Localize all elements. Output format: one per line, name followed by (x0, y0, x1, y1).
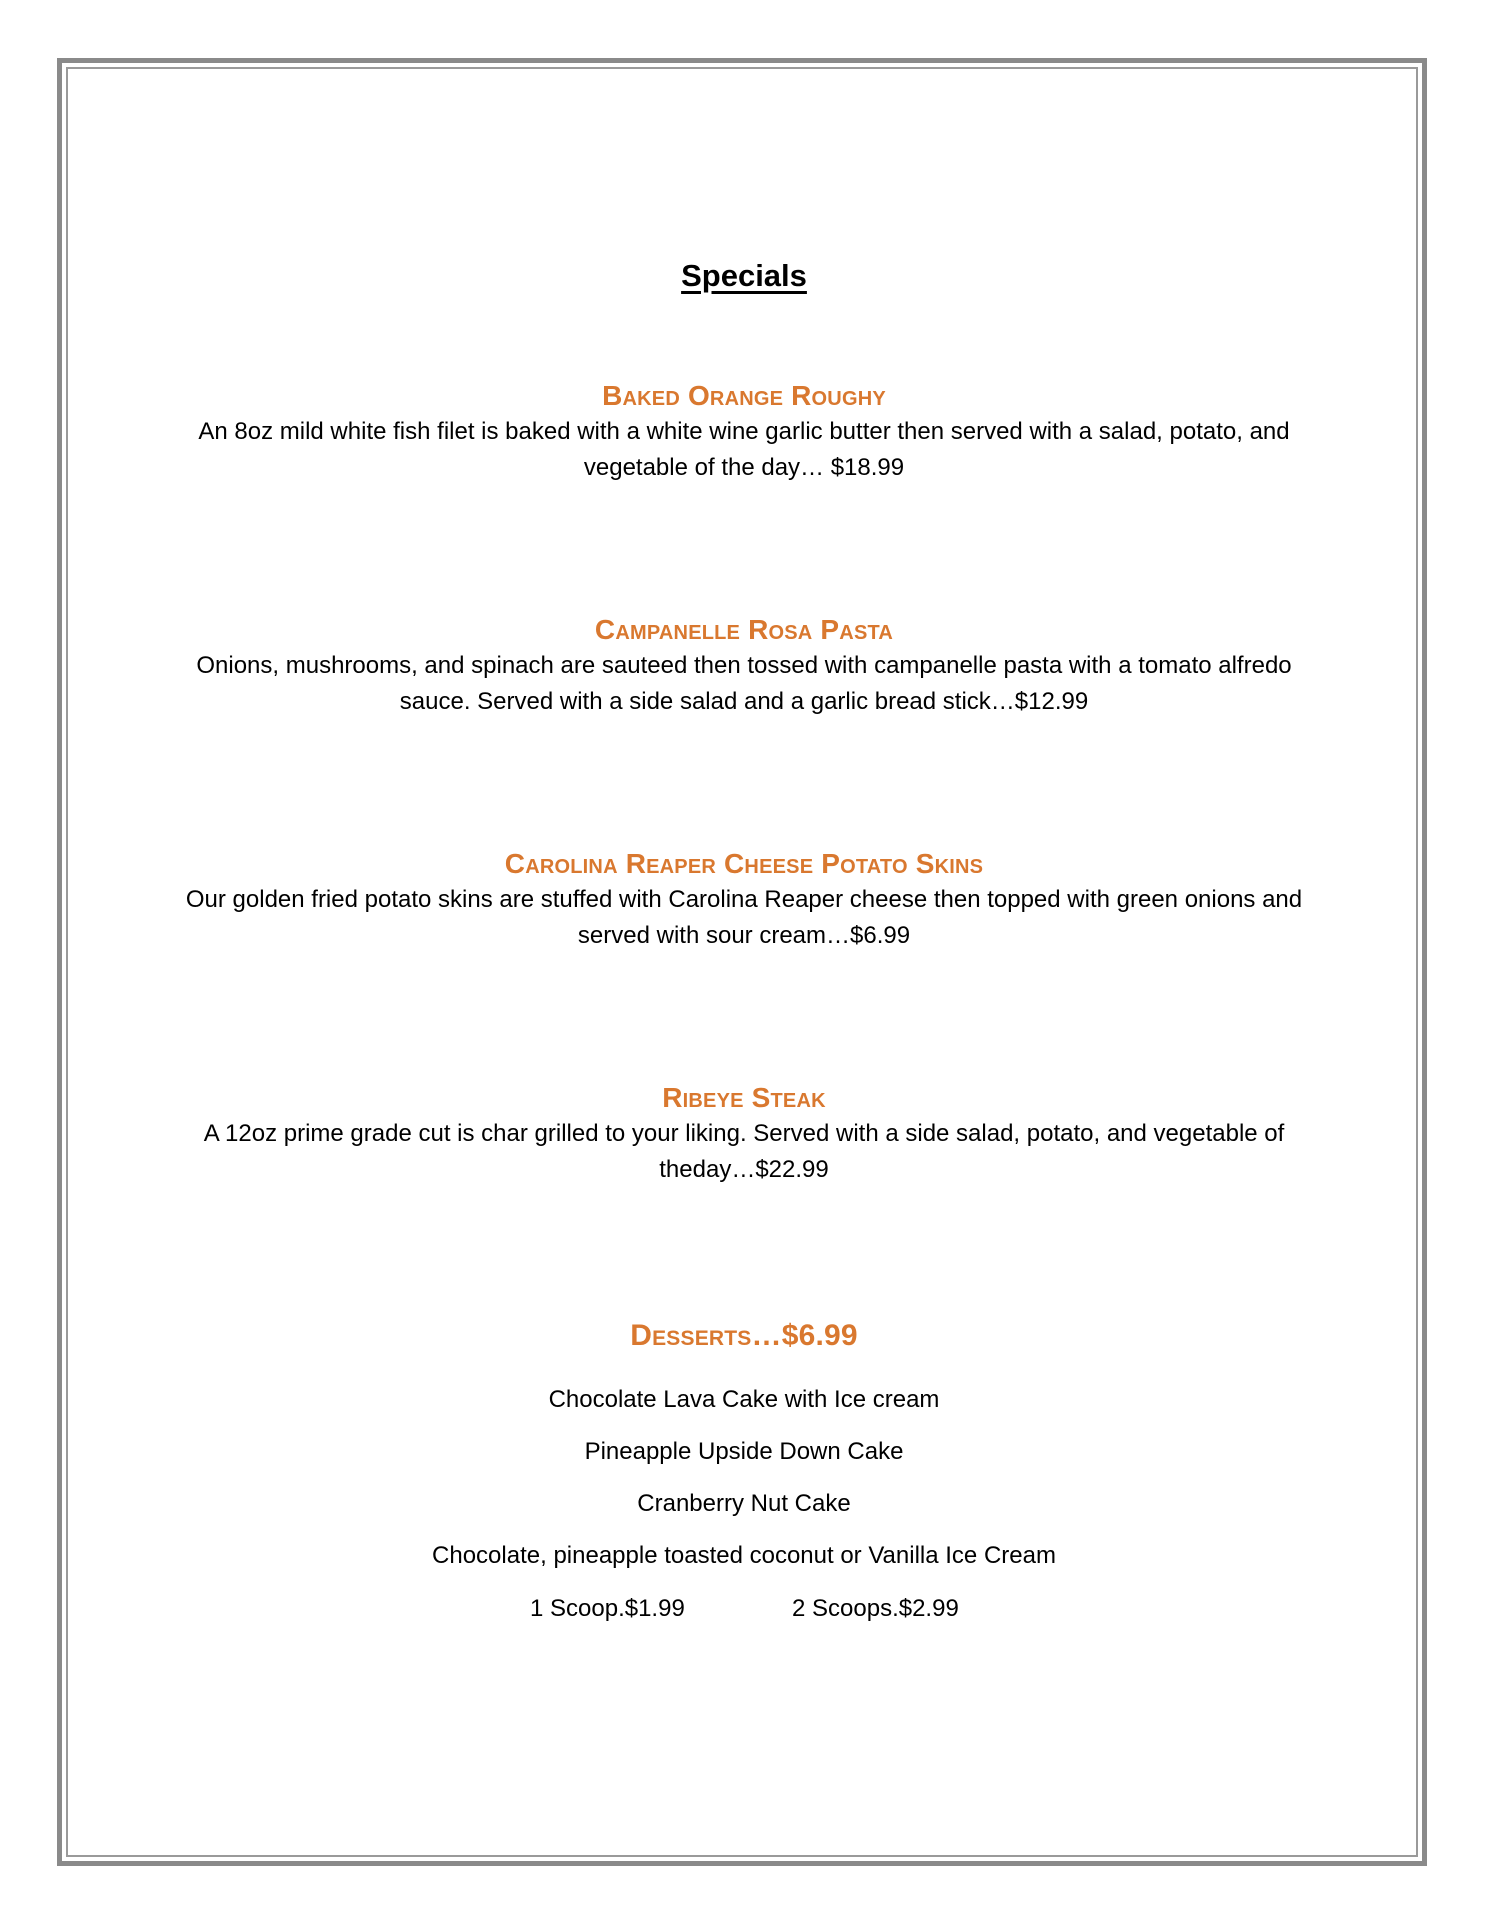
dessert-item: Chocolate Lava Cake with Ice cream (548, 1386, 940, 1413)
desserts-label: Desserts… (630, 1319, 782, 1352)
menu-item-campanelle-rosa-pasta (170, 612, 1318, 720)
dessert-item: Pineapple Upside Down Cake (584, 1438, 904, 1465)
menu-item-ribeye-steak (170, 1080, 1318, 1188)
menu-item-description: An 8oz mild white fish filet is baked with a white wine garlic butter then served with a salad, potato, and vegetable of the day… $18.99 (198, 418, 1290, 481)
menu-item-carolina-reaper-potato-skins (170, 846, 1318, 954)
desserts-price: $6.99 (781, 1319, 858, 1352)
menu-item-description: Our golden fried potato skins are stuffed with Carolina Reaper cheese then topped with green onions and served with sour cream…$6.99 (185, 886, 1303, 949)
menu-item-name: Baked Orange Roughy (602, 380, 886, 411)
page-title: Specials (681, 258, 807, 293)
dessert-item: Cranberry Nut Cake (637, 1490, 851, 1517)
ice-cream-two-scoops-price: 2 Scoops.$2.99 (792, 1595, 959, 1622)
desserts-heading (170, 1318, 1318, 1354)
menu-item-name: Campanelle Rosa Pasta (594, 614, 894, 645)
menu-item-description: Onions, mushrooms, and spinach are sauteed then tossed with campanelle pasta with a tomato alfredo sauce. Served with a side salad and a garlic bread stick…$12.99 (196, 652, 1292, 715)
menu-item-name: Carolina Reaper Cheese Potato Skins (504, 848, 984, 879)
menu-item-name: Ribeye Steak (662, 1082, 826, 1113)
page-border-inner (66, 67, 1418, 1857)
menu-item-baked-orange-roughy (170, 378, 1318, 486)
menu-item-description: A 12oz prime grade cut is char grilled to your liking. Served with a side salad, potato, and vegetable of theday…$22.99 (203, 1120, 1285, 1183)
dessert-item: Chocolate, pineapple toasted coconut or Vanilla Ice Cream (432, 1542, 1056, 1569)
ice-cream-one-scoop-price: 1 Scoop.$1.99 (530, 1595, 685, 1622)
